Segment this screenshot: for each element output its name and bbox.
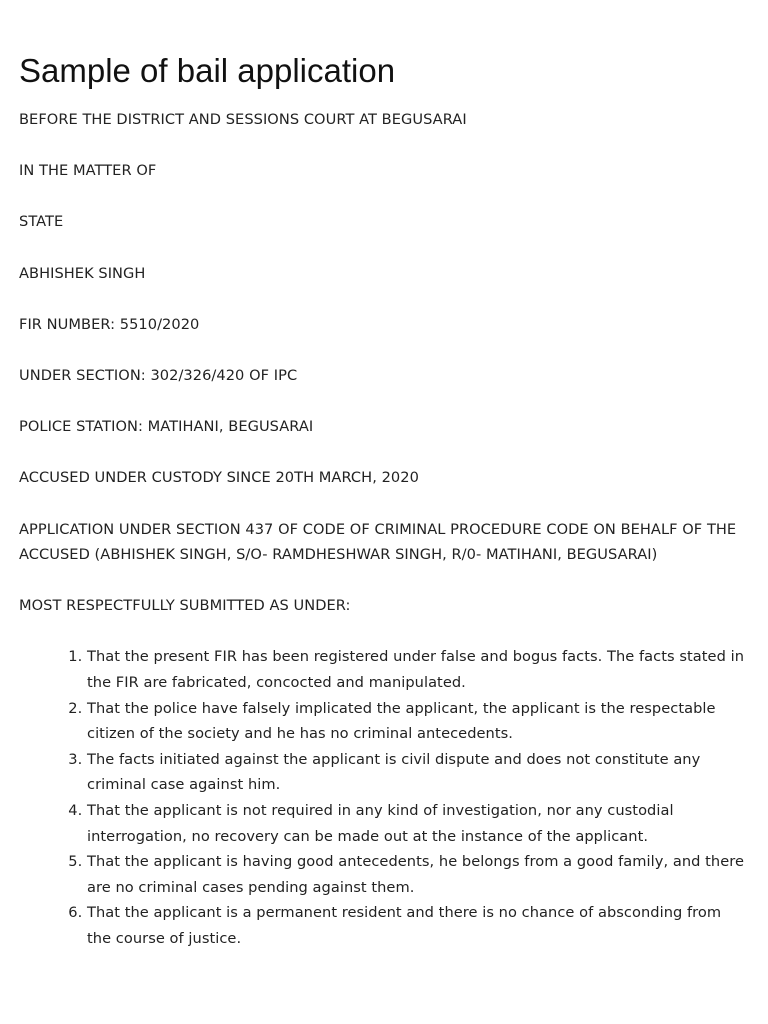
custody-statement: ACCUSED UNDER CUSTODY SINCE 20TH MARCH, 2020 (19, 469, 419, 487)
list-item: 6. That the applicant is a permanent resident and there is no chance of absconding from the course of justice. (87, 900, 749, 951)
under-section: UNDER SECTION: 302/326/420 OF IPC (19, 366, 298, 384)
list-item: 5. That the applicant is having good antecedents, he belongs from a good family, and there are no criminal cases pending against them. (87, 849, 749, 900)
page-title: Sample of bail application (19, 52, 396, 89)
list-item: 3. The facts initiated against the applicant is civil dispute and does not constitute any criminal case against him. (87, 747, 749, 798)
list-item: 4. That the applicant is not required in any kind of investigation, nor any custodial interrogation, no recovery can be made out at the instance of the applicant. (87, 798, 749, 849)
fir-number: FIR NUMBER: 5510/2020 (19, 315, 200, 333)
party-accused: ABHISHEK SINGH (19, 264, 146, 282)
application-statement: APPLICATION UNDER SECTION 437 OF CODE OF CRIMINAL PROCEDURE CODE ON BEHALF OF THE ACCUSED (ABHISHEK SINGH, S/O- RAMDHESHWAR SINGH, R/0- MATIHANI, BEGUSARAI) (19, 520, 737, 564)
list-item: 1. That the present FIR has been registered under false and bogus facts. The facts stated in the FIR are fabricated, concocted and manipulated. (87, 644, 749, 695)
police-station: POLICE STATION: MATIHANI, BEGUSARAI (19, 418, 314, 436)
matter-heading: IN THE MATTER OF (19, 162, 157, 180)
submission-heading: MOST RESPECTFULLY SUBMITTED AS UNDER: (19, 597, 351, 615)
list-item: 2. That the police have falsely implicated the applicant, the applicant is the respectable citizen of the society and he has no criminal antecedents. (87, 696, 749, 747)
party-state: STATE (19, 213, 64, 231)
court-heading: BEFORE THE DISTRICT AND SESSIONS COURT AT BEGUSARAI (19, 111, 467, 128)
document-page (19, 0, 749, 952)
grounds-list (19, 644, 749, 951)
